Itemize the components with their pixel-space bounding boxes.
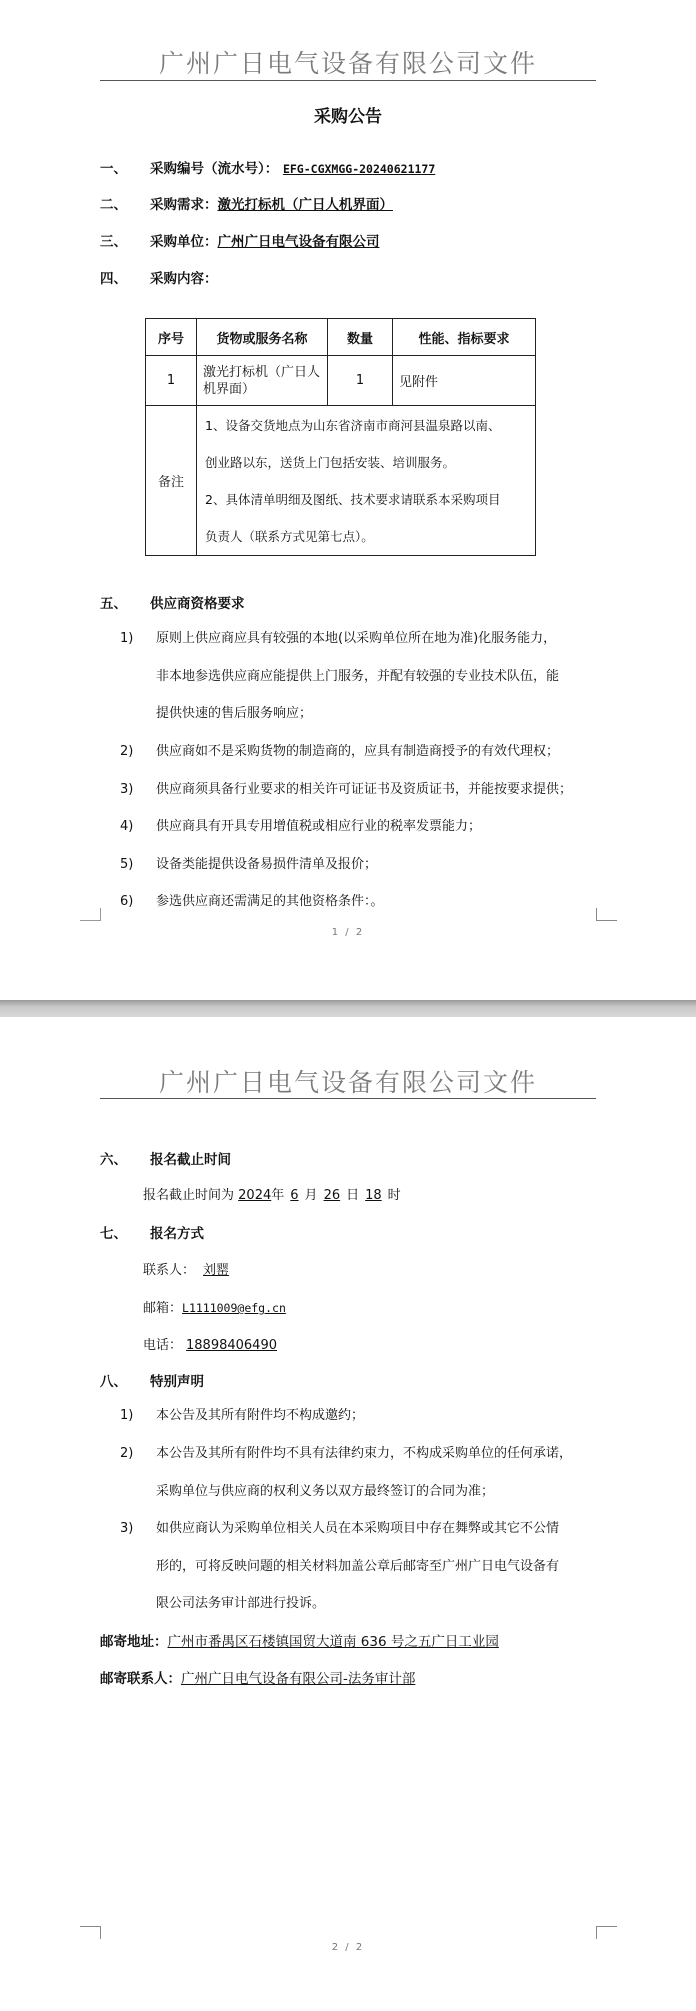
mail-contact-label: 邮寄联系人： (100, 1671, 181, 1687)
section-8 (100, 1370, 204, 1390)
document-header: 广州广日电气设备有限公司文件 (158, 1068, 537, 1097)
section-number: 八、 (100, 1374, 127, 1390)
list-text: 提供快速的售后服务响应； (156, 706, 313, 721)
section-1 (100, 157, 435, 177)
page-corner-mark (596, 1926, 617, 1939)
list-number: 4) (120, 819, 134, 834)
page-corner-mark (80, 908, 101, 921)
deadline-year: 2024 (238, 1188, 272, 1203)
contact-person-line (143, 1259, 265, 1278)
document-header: 广州广日电气设备有限公司文件 (158, 49, 537, 78)
document-title: 采购公告 (314, 107, 382, 127)
section-number: 四、 (100, 271, 127, 287)
list-number: 1) (120, 631, 134, 646)
list-item (120, 1435, 600, 1510)
header-rule (100, 1098, 596, 1099)
list-number: 5) (120, 857, 134, 872)
list-item (120, 1510, 600, 1623)
section-label: 采购单位： (150, 234, 218, 250)
row-number: 1 (146, 356, 197, 406)
item-name-cell (197, 356, 328, 406)
list-text: 如供应商认为采购单位相关人员在本采购项目中存在舞弊或其它不公情 (156, 1521, 560, 1536)
remark-line: 负责人（联系方式见第七点）。 (205, 528, 374, 544)
remark-content (197, 406, 536, 556)
hour-unit: 时 (387, 1188, 401, 1203)
contact-email[interactable]: L1111009@efg.cn (182, 1301, 286, 1315)
phone-label: 电话： (143, 1338, 183, 1353)
header-cell: 性能、指标要求 (393, 319, 536, 356)
section-4 (100, 267, 218, 287)
year-unit: 年 (271, 1188, 285, 1203)
list-text: 本公告及其所有附件均不构成邀约； (156, 1408, 365, 1423)
table-row (146, 356, 536, 406)
deadline-line (143, 1184, 401, 1203)
list-text: 限公司法务审计部进行投诉。 (156, 1596, 326, 1611)
page-2 (0, 1017, 696, 2011)
mail-address-label: 邮寄地址： (100, 1634, 168, 1650)
section-label: 采购编号（流水号）： (150, 161, 279, 177)
list-item (120, 846, 600, 884)
quantity-cell: 1 (328, 356, 393, 406)
section-number: 二、 (100, 197, 127, 213)
procurement-unit: 广州广日电气设备有限公司 (217, 234, 380, 250)
page-number: 1 / 2 (331, 927, 365, 938)
email-label: 邮箱： (143, 1301, 183, 1316)
section-number: 六、 (100, 1152, 127, 1168)
page-corner-mark (80, 1926, 101, 1939)
list-text: 采购单位与供应商的权利义务以双方最终签订的合同为准； (156, 1483, 495, 1499)
page-1 (0, 0, 696, 1000)
section-2 (100, 193, 393, 213)
list-text: 供应商具有开具专用增值税或相应行业的税率发票能力； (156, 819, 482, 834)
section-number: 一、 (100, 161, 127, 177)
list-number: 3) (120, 782, 134, 797)
list-item (120, 883, 600, 921)
list-item (120, 808, 600, 846)
mail-contact: 广州广日电气设备有限公司-法务审计部 (181, 1671, 416, 1687)
list-text: 参选供应商还需满足的其他资格条件：。 (156, 894, 384, 909)
phone-line (143, 1334, 281, 1353)
remark-line: 1、设备交货地点为山东省济南市商河县温泉路以南、 (205, 417, 501, 433)
list-number: 1) (120, 1408, 134, 1423)
list-item (120, 1397, 600, 1435)
mail-address-line (100, 1630, 499, 1650)
section-number: 三、 (100, 234, 127, 250)
mail-contact-line (100, 1667, 415, 1687)
section-label: 报名截止时间 (150, 1152, 231, 1168)
list-text: 本公告及其所有附件均不具有法律约束力，不构成采购单位的任何承诺， (156, 1446, 573, 1461)
section-label: 供应商资格要求 (150, 596, 245, 612)
contact-person: 刘罂 (203, 1263, 230, 1278)
section-3 (100, 230, 380, 250)
section-6 (100, 1148, 231, 1168)
deadline-month: 6 (290, 1188, 299, 1203)
list-text: 供应商如不是采购货物的制造商的，应具有制造商授予的有效代理权； (156, 744, 560, 759)
section-label: 特别声明 (150, 1374, 204, 1390)
list-text: 原则上供应商应具有较强的本地(以采购单位所在地为准)化服务能力， (156, 631, 557, 646)
section-label: 报名方式 (150, 1226, 204, 1242)
deadline-day: 26 (323, 1188, 341, 1203)
procurement-number: EFG-CGXMGG-20240621177 (282, 162, 436, 176)
table-header-row (146, 319, 536, 356)
header-cell: 数量 (328, 319, 393, 356)
list-number: 2) (120, 744, 134, 759)
list-text: 设备类能提供设备易损件清单及报价； (156, 857, 378, 872)
list-item (120, 620, 600, 733)
remark-line: 创业路以东，送货上门包括安装、培训服务。 (205, 454, 456, 470)
list-number: 6) (120, 894, 134, 909)
deadline-prefix: 报名截止时间为 (143, 1188, 235, 1203)
section-label: 采购内容： (150, 271, 218, 287)
procurement-table (145, 318, 536, 556)
list-text: 供应商须具备行业要求的相关许可证证书及资质证书，并能按要求提供； (156, 782, 573, 797)
remark-line: 2、具体清单明细及图纸、技术要求请联系本采购项目 (205, 491, 501, 507)
deadline-hour: 18 (365, 1188, 382, 1203)
contact-phone: 18898406490 (186, 1338, 277, 1353)
list-item (120, 771, 600, 809)
item-name-line: 机界面） (203, 381, 256, 397)
spec-cell: 见附件 (393, 356, 536, 406)
procurement-need: 激光打标机（广日人机界面） (217, 197, 393, 213)
page-number: 2 / 2 (331, 1942, 365, 1953)
email-line (143, 1297, 296, 1316)
mail-address: 广州市番禺区石楼镇国贸大道南 636 号之五广日工业园 (167, 1634, 499, 1650)
list-text: 非本地参选供应商应能提供上门服务，并配有较强的专业技术队伍，能 (156, 668, 560, 684)
section-label: 采购需求： (150, 197, 218, 213)
header-cell: 序号 (146, 319, 197, 356)
list-number: 2) (120, 1446, 134, 1461)
item-name-line: 激光打标机（广日人 (203, 364, 321, 380)
list-number: 3) (120, 1521, 134, 1536)
section-number: 七、 (100, 1226, 127, 1242)
header-cell: 货物或服务名称 (197, 319, 328, 356)
section-7 (100, 1222, 204, 1242)
header-rule (100, 80, 596, 81)
remark-row (146, 406, 536, 556)
day-unit: 日 (346, 1188, 360, 1203)
section-5 (100, 592, 245, 612)
page-gap (0, 1000, 696, 1017)
contact-person-label: 联系人： (143, 1263, 196, 1278)
month-unit: 月 (304, 1188, 318, 1203)
list-text: 形的，可将反映问题的相关材料加盖公章后邮寄至广州广日电气设备有 (156, 1558, 560, 1574)
list-item (120, 733, 600, 771)
section-number: 五、 (100, 596, 127, 612)
page-corner-mark (596, 908, 617, 921)
remark-label: 备注 (146, 406, 197, 556)
